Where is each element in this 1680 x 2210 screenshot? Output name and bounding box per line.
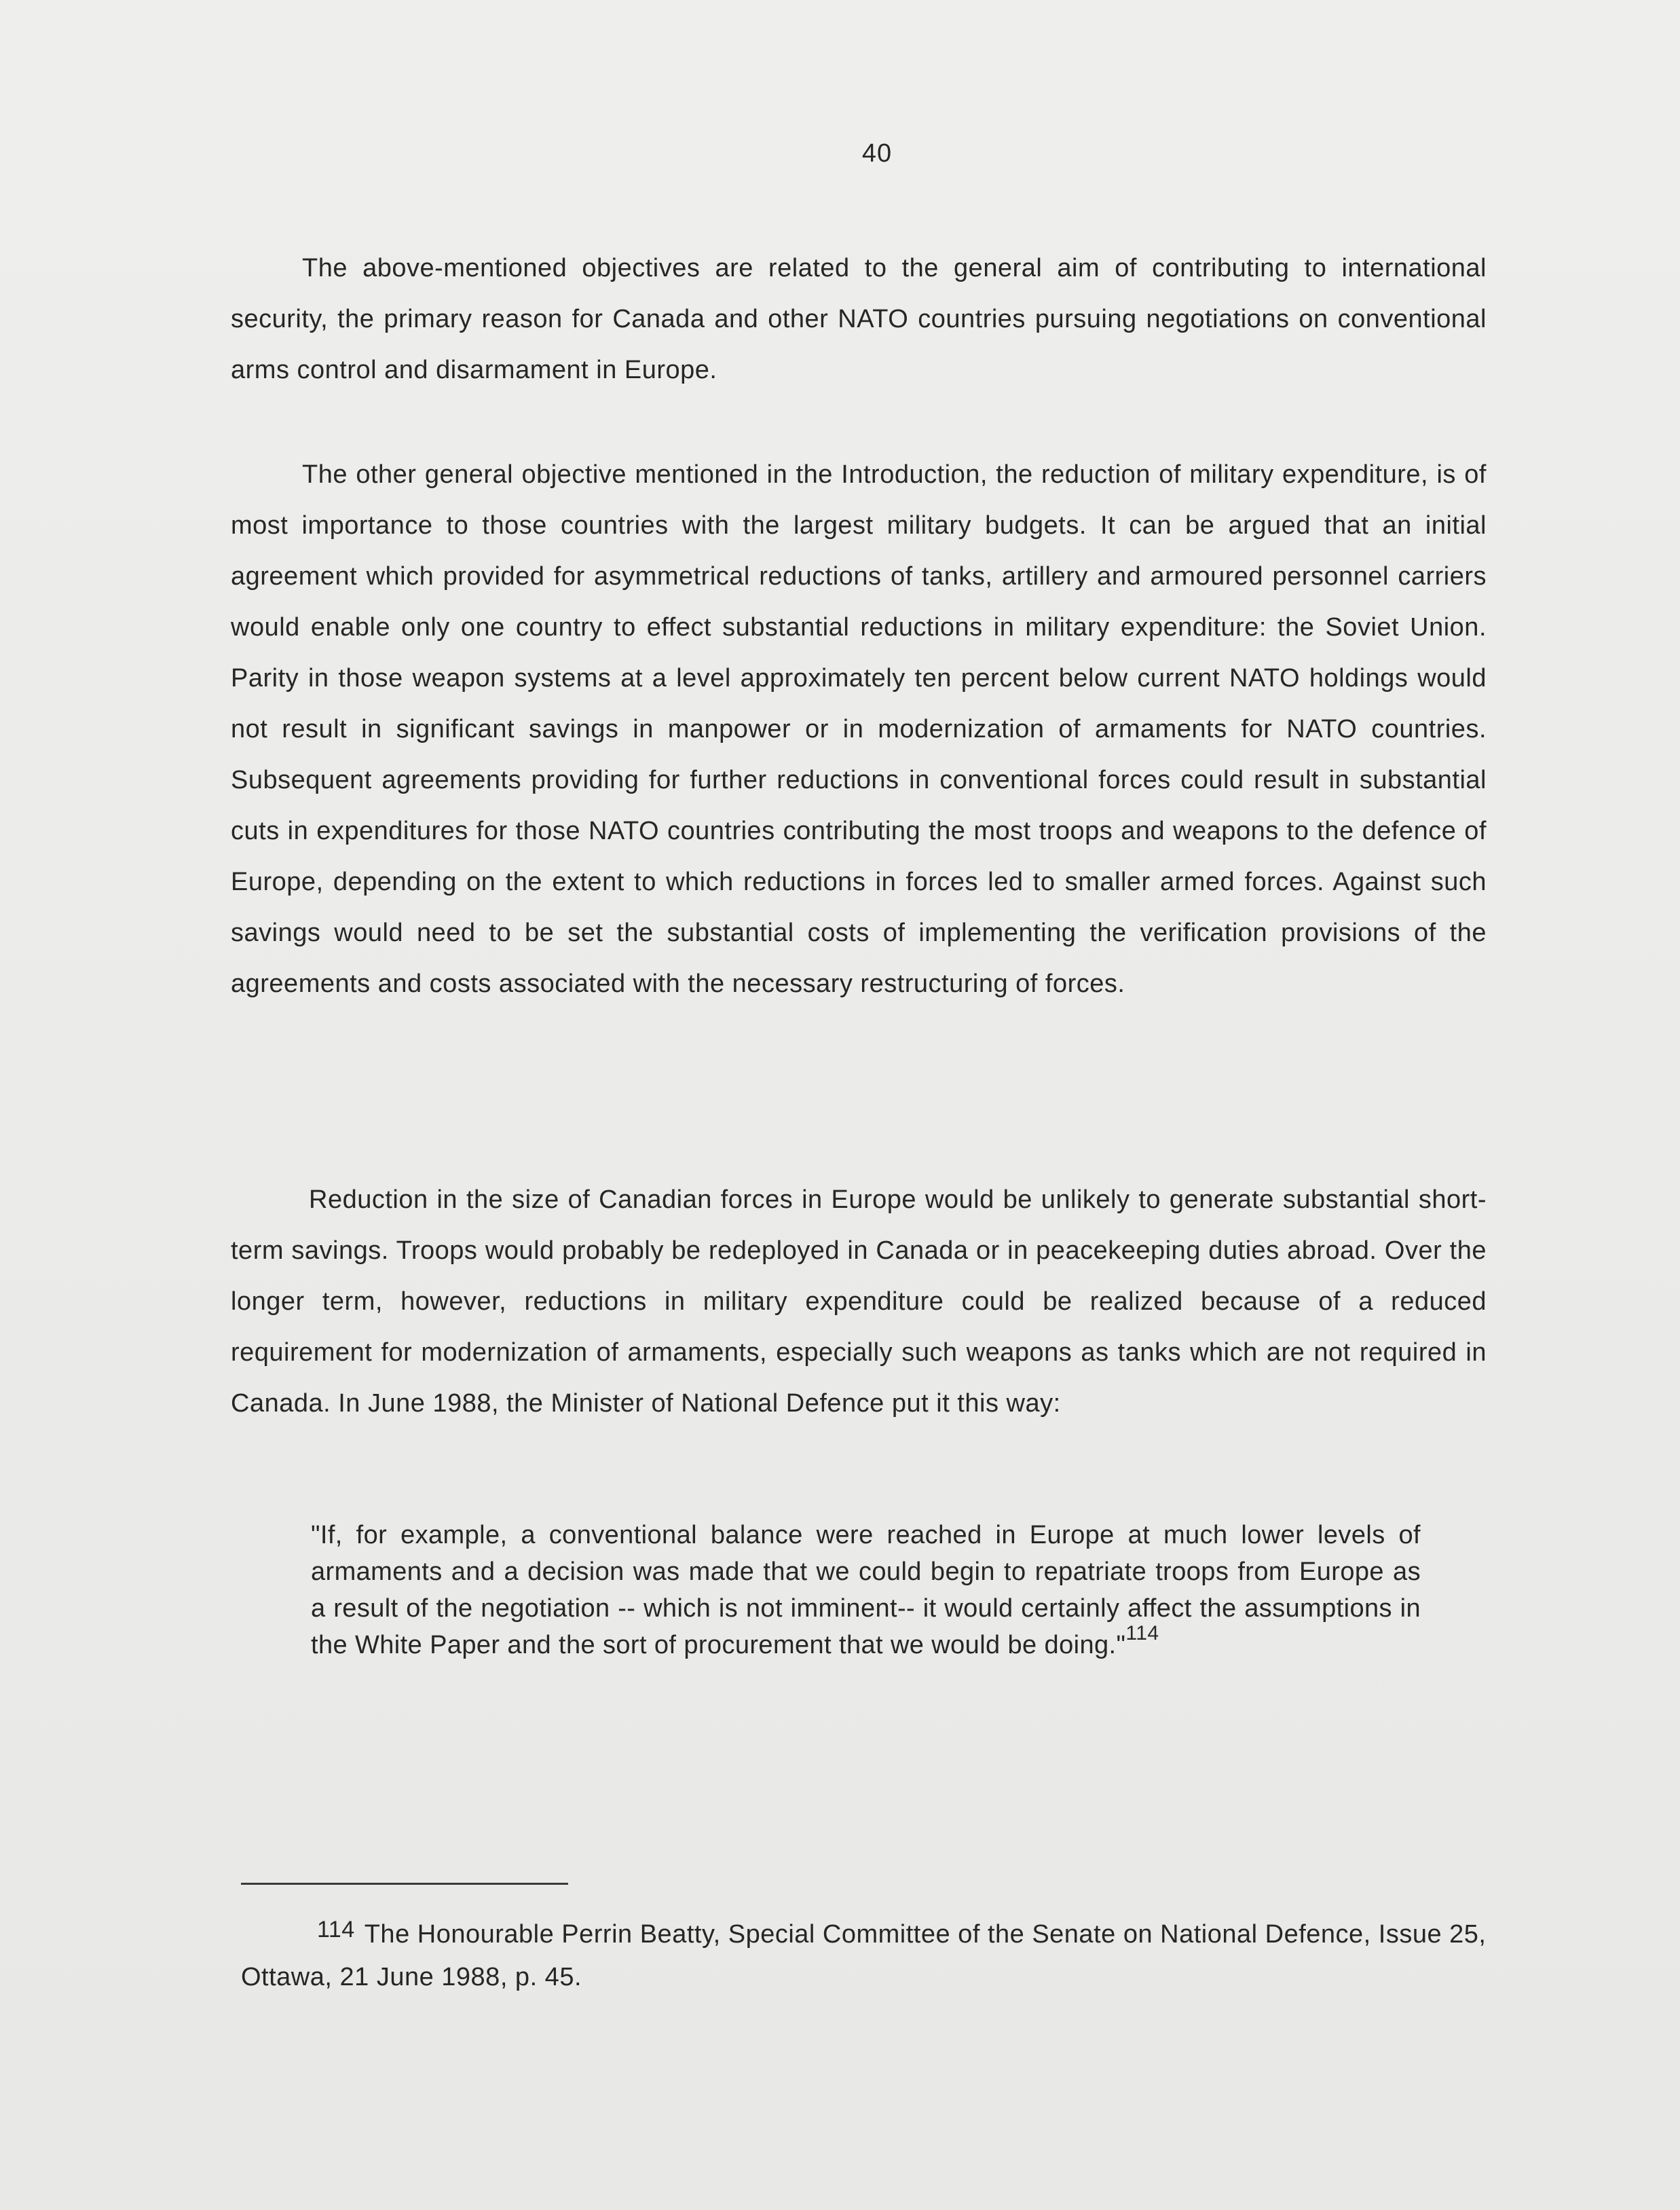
paragraph-objectives: The above-mentioned objectives are related to the general aim of contributing to international security, the primary reason for Canada and other NATO countries pursuing negotiations on conventional arms control and disarmament in Europe. [231,254,1487,384]
paragraph-military-expenditure: The other general objective mentioned in the Introduction, the reduction of military expenditure, is of most importance to those countries with the largest military budgets. It can be argued that an initial agreement which provided for asymmetrical reductions of tanks, artillery and armoured personnel carriers would enable only one country to effect substantial reductions in military expenditure: the Soviet Union. Parity in those weapon systems at a level approximately ten percent below current NATO holdings would not result in significant savings in manpower or in modernization of armaments for NATO countries. Subsequent agreements providing for further reductions in conventional forces could result in substantial cuts in expenditures for those NATO countries contributing the most troops and weapons to the defence of Europe, depending on the extent to which reductions in forces led to smaller armed forces. Against such savings would need to be set the substantial costs of implementing the verification provisions of the agreements and costs associated with the necessary restructuring of forces. [231,460,1487,998]
footnote-number: 114 [317,1917,355,1942]
footnote-divider [241,1883,568,1885]
quote-text: "If, for example, a conventional balance were reached in Europe at much lower levels of armaments and a decision was made that we could begin to repatriate troops from Europe as a result of the negotiation -- which is not imminent-- it would certainly affect the assumptions in the White Paper and the sort of procurement that we would be doing." [311,1521,1421,1659]
block-quote [311,1517,1421,1663]
paragraph-canadian-forces: Reduction in the size of Canadian forces in Europe would be unlikely to generate substantial short-term savings. Troops would probably be redeployed in Canada or in peacekeeping duties abroad. Over the longer term, however, reductions in military expenditure could be realized because of a reduced requirement for modernization of armaments, especially such weapons as tanks which are not required in Canada. In June 1988, the Minister of National Defence put it this way: [231,1185,1487,1418]
footnote-reference[interactable]: 114 [1125,1622,1159,1645]
footnote [241,1913,1497,1998]
page-number: 40 [861,139,893,168]
footnote-text: The Honourable Perrin Beatty, Special Committee of the Senate on National Defence, Issue 25, Ottawa, 21 June 1988, p. 45. [241,1920,1487,1991]
